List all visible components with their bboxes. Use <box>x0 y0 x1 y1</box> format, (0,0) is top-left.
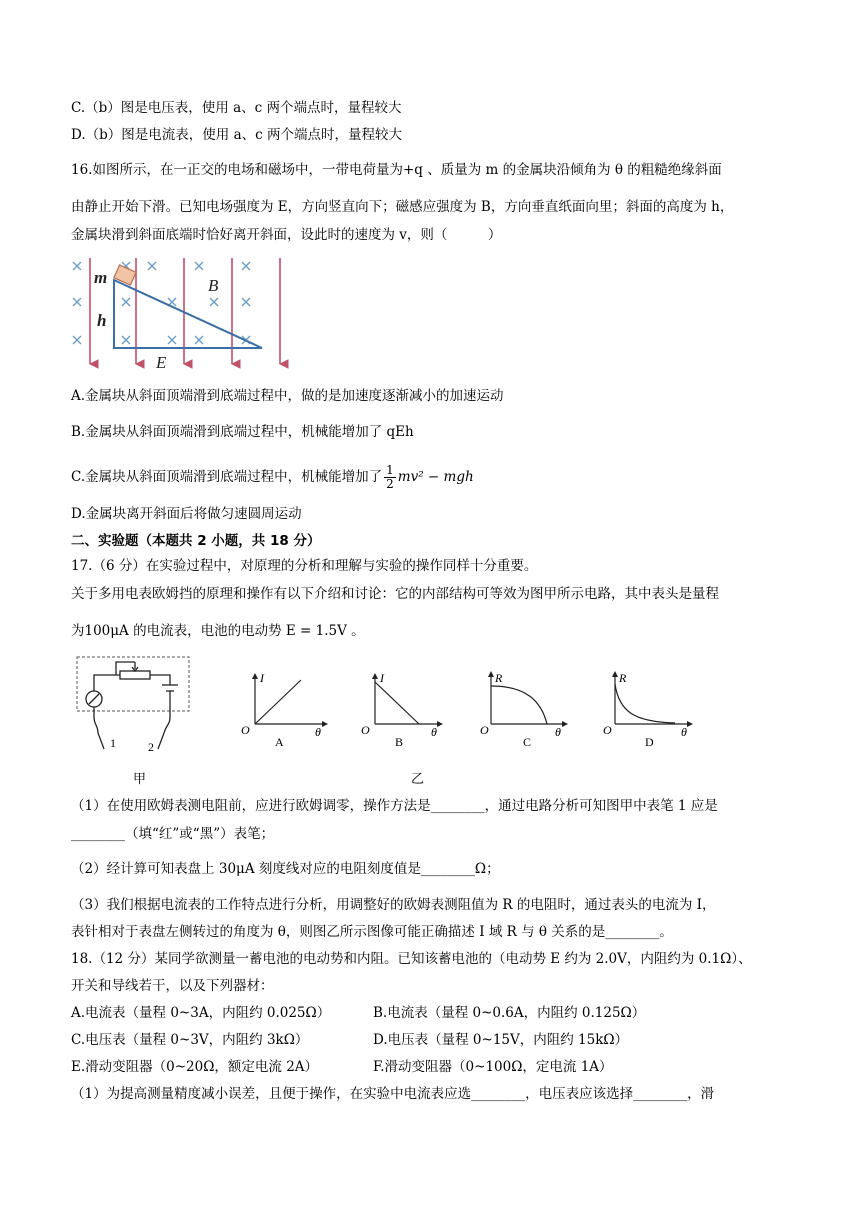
equipment-a: A.电流表（量程 0~3A，内阻约 0.025Ω） <box>71 1005 331 1021</box>
equipment-f: F.滑动变阻器（0~100Ω，定电流 1A） <box>373 1059 613 1075</box>
graph-a-label: A <box>275 735 284 749</box>
question-17-part-2: （2）经计算可知表盘上 30μA 刻度线对应的电阻刻度值是________Ω； <box>71 861 500 877</box>
graph-a-origin: O <box>241 723 250 737</box>
equipment-e: E.滑动变阻器（0~20Ω，额定电流 2A） <box>71 1059 319 1075</box>
graph-d-origin: O <box>603 723 612 737</box>
option-d-16: D.金属块离开斜面后将做匀速圆周运动 <box>71 506 302 522</box>
graph-c-y-label: R <box>495 671 503 685</box>
probe-1-label: 1 <box>110 736 116 750</box>
section-heading-experiments: 二、实验题（本题共 2 小题，共 18 分） <box>71 533 321 549</box>
option-a-16: A.金属块从斜面顶端滑到底端过程中，做的是加速度逐渐减小的加速运动 <box>71 388 504 404</box>
question-17-part-1a: （1）在使用欧姆表测电阻前，应进行欧姆调零，操作方法是________，通过电路分析可知图甲中表笔 1 应是 <box>71 798 718 814</box>
graph-b-origin: O <box>361 723 370 737</box>
figure-16-incline-field <box>70 256 295 376</box>
caption-yi: 乙 <box>411 772 425 787</box>
graph-a <box>255 676 325 724</box>
question-18-stem: 18.（12 分）某同学欲测量一蓄电池的电动势和内阻。已知该蓄电池的（电动势 E 约为 2.0V，内阻约为 0.1Ω）、 <box>71 951 752 967</box>
caption-jia: 甲 <box>133 772 147 787</box>
question-16-stem-1: 16.如图所示，在一正交的电场和磁场中，一带电荷量为+q 、质量为 m 的金属块沿倾角为 θ 的粗糙绝缘斜面 <box>71 162 722 178</box>
graph-a-y-label: I <box>260 671 264 685</box>
figure-17-ohmmeter-circuit <box>74 655 194 755</box>
equipment-d: D.电压表（量程 0~15V，内阻约 15kΩ） <box>373 1032 629 1048</box>
question-17-intro-2: 为100μA 的电流表，电池的电动势 E = 1.5V 。 <box>71 623 365 639</box>
question-16-stem-2: 由静止开始下滑。已知电场强度为 E，方向竖直向下；磁感应强度为 B，方向垂直纸面向里；斜面的高度为 h， <box>71 199 734 215</box>
graph-d-y-label: R <box>619 671 627 685</box>
fraction-one-half: $\frac{1}{2}$ <box>386 463 394 491</box>
question-17-part-3b: 表针相对于表盘左侧转过的角度为 θ，则图乙所示图像可能正确描述 I 域 R 与 θ 关系的是________。 <box>71 924 673 940</box>
question-18-stem-2: 开关和导线若干，以及下列器材： <box>71 978 274 994</box>
question-16-stem-3: 金属块滑到斜面底端时恰好离开斜面，设此时的速度为 v，则（ ） <box>71 227 502 243</box>
mass-label: m <box>94 268 108 287</box>
e-field-label: E <box>156 353 167 372</box>
equipment-c: C.电压表（量程 0~3V，内阻约 3kΩ） <box>71 1032 309 1048</box>
option-c-16 <box>71 458 474 496</box>
graph-d-label: D <box>645 735 654 749</box>
probe-2-label: 2 <box>148 740 154 754</box>
option-c-15: C.（b）图是电压表，使用 a、c 两个端点时，量程较大 <box>71 100 402 116</box>
graph-b-label: B <box>395 735 404 749</box>
graph-c-origin: O <box>480 723 489 737</box>
graph-b-y-label: I <box>380 671 384 685</box>
question-17-part-1b: ________（填“红”或“黑”）表笔； <box>71 826 275 842</box>
graph-b <box>375 676 440 724</box>
graph-b-x-label: θ <box>431 725 437 739</box>
question-18-part-1: （1）为提高测量精度减小误差，且便于操作，在实验中电流表应选________，电压表应该选择________，滑 <box>71 1086 715 1102</box>
option-d-15: D.（b）图是电流表，使用 a、c 两个端点时，量程较大 <box>71 127 402 143</box>
graph-c-x-label: θ <box>555 725 561 739</box>
figure-17-graphs <box>235 668 695 753</box>
question-17-part-3a: （3）我们根据电流表的工作特点进行分析，用调整好的欧姆表测阻值为 R 的电阻时，通过表头的电流为 I， <box>71 897 716 913</box>
option-c-16-text: C.金属块从斜面顶端滑到底端过程中，机械能增加了 <box>71 469 383 485</box>
question-17-stem: 17.（6 分）在实验过程中，对原理的分析和理解与实验的操作同样十分重要。 <box>71 558 538 574</box>
option-b-16: B.金属块从斜面顶端滑到底端过程中，机械能增加了 qEh <box>71 424 414 440</box>
option-c-16-formula: mv² − mgh <box>397 469 474 485</box>
graph-c-label: C <box>523 735 532 749</box>
equipment-b: B.电流表（量程 0~0.6A，内阻约 0.125Ω） <box>373 1005 646 1021</box>
b-field-label: B <box>208 276 219 295</box>
graph-a-x-label: θ <box>315 725 321 739</box>
question-17-intro-1: 关于多用电表欧姆挡的原理和操作有以下介绍和讨论：它的内部结构可等效为图甲所示电路，其中表头是量程 <box>71 586 719 602</box>
height-label: h <box>97 311 107 330</box>
graph-d-x-label: θ <box>681 725 687 739</box>
